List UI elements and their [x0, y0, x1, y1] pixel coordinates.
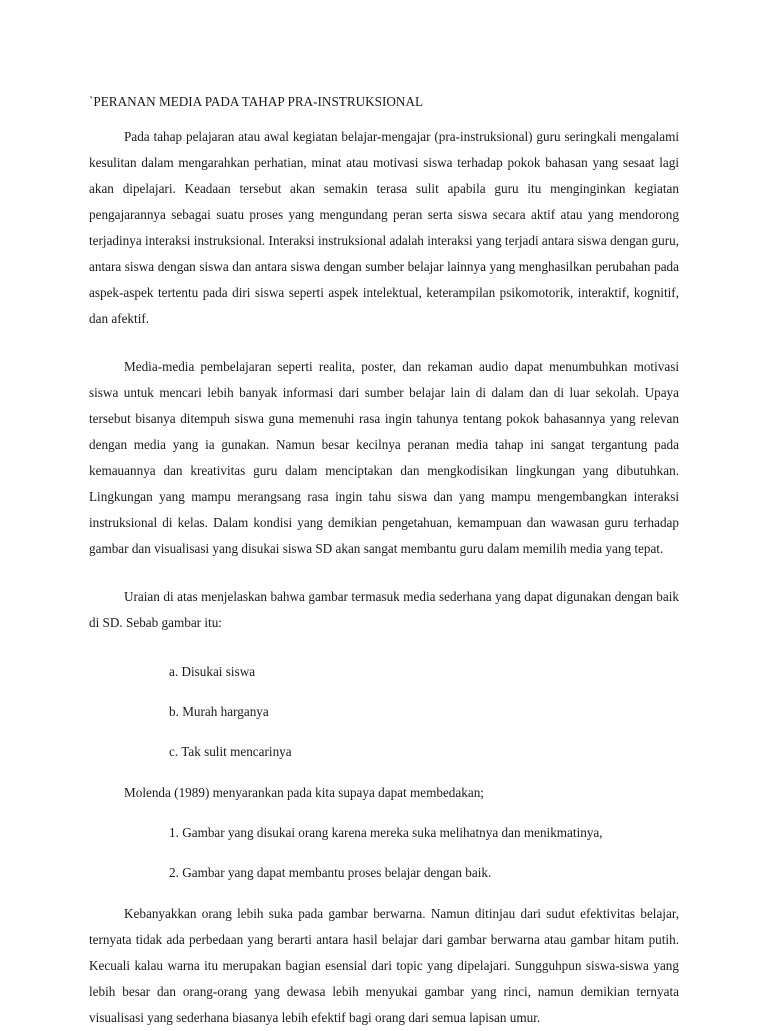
paragraph-intro: Pada tahap pelajaran atau awal kegiatan belajar-mengajar (pra-instruksional) guru seringkali mengalami kesulitan dalam mengarahkan perhatian, minat atau motivasi siswa terhadap pokok bahasan yang sesaat lagi akan dipelajari. Keadaan tersebut akan semakin terasa sulit apabila guru itu menginginkan kegiatan pengajarannya sebagai suatu proses yang mengundang peran serta siswa secara aktif atau yang mendorong terjadinya interaksi instruksional. Interaksi instruksional adalah interaksi yang terjadi antara siswa dengan guru, antara siswa dengan siswa dan antara siswa dengan sumber belajar lainnya yang menghasilkan perubahan pada aspek-aspek tertentu pada diri siswa seperti aspek intelektual, keterampilan psikomotorik, interaktif, kognitif, dan afektif.	[89, 129, 679, 326]
reason-list-item: a. Disukai siswa	[169, 664, 256, 679]
paragraph-color-pictures: Kebanyakkan orang lebih suka pada gambar berwarna. Namun ditinjau dari sudut efektivitas belajar, ternyata tidak ada perbedaan yang berarti antara hasil belajar dari gambar berwarna atau gambar hitam putih. Kecuali kalau warna itu merupakan bagian esensial dari topic yang dipelajari. Sungguhpun siswa-siswa yang lebih besar dan orang-orang yang dewasa lebih menyukai gambar yang rinci, namun demikian ternyata visualisasi yang sederhana biasanya lebih efektif bagi orang dari semua lapisan umur.	[89, 906, 679, 1025]
molenda-intro: Molenda (1989) menyarankan pada kita supaya dapat membedakan;	[124, 785, 484, 800]
document-body	[89, 92, 679, 1031]
molenda-point: 1. Gambar yang disukai orang karena mereka suka melihatnya dan menikmatinya,	[169, 825, 603, 840]
paragraph-media-motivation: Media-media pembelajaran seperti realita, poster, dan rekaman audio dapat menumbuhkan motivasi siswa untuk mencari lebih banyak informasi dari sumber belajar lain di dalam dan di luar sekolah. Upaya tersebut bisanya ditempuh siswa guna memenuhi rasa ingin tahunya tentang pokok bahasannya yang relevan dengan media yang ia gunakan. Namun besar kecilnya peranan media tahap ini sangat tergantung pada kemauannya dan kreativitas guru dalam menciptakan dan mengkodisikan lingkungan yang dibutuhkan. Lingkungan yang mampu merangsang rasa ingin tahu siswa dan yang mampu mengembangkan interaksi instruksional di kelas. Dalam kondisi yang demikian pengetahuan, kemampuan dan wawasan guru terhadap gambar dan visualisasi yang disukai siswa SD akan sangat membantu guru dalam memilih media yang tepat.	[89, 359, 679, 556]
reason-list-item: b. Murah harganya	[169, 704, 269, 719]
paragraph-picture-media: Uraian di atas menjelaskan bahwa gambar termasuk media sederhana yang dapat digunakan dengan baik di SD. Sebab gambar itu:	[89, 589, 679, 630]
reason-list-item: c. Tak sulit mencarinya	[169, 744, 292, 759]
molenda-point: 2. Gambar yang dapat membantu proses belajar dengan baik.	[169, 865, 492, 880]
document-title: `PERANAN MEDIA PADA TAHAP PRA-INSTRUKSIONAL	[89, 94, 424, 109]
